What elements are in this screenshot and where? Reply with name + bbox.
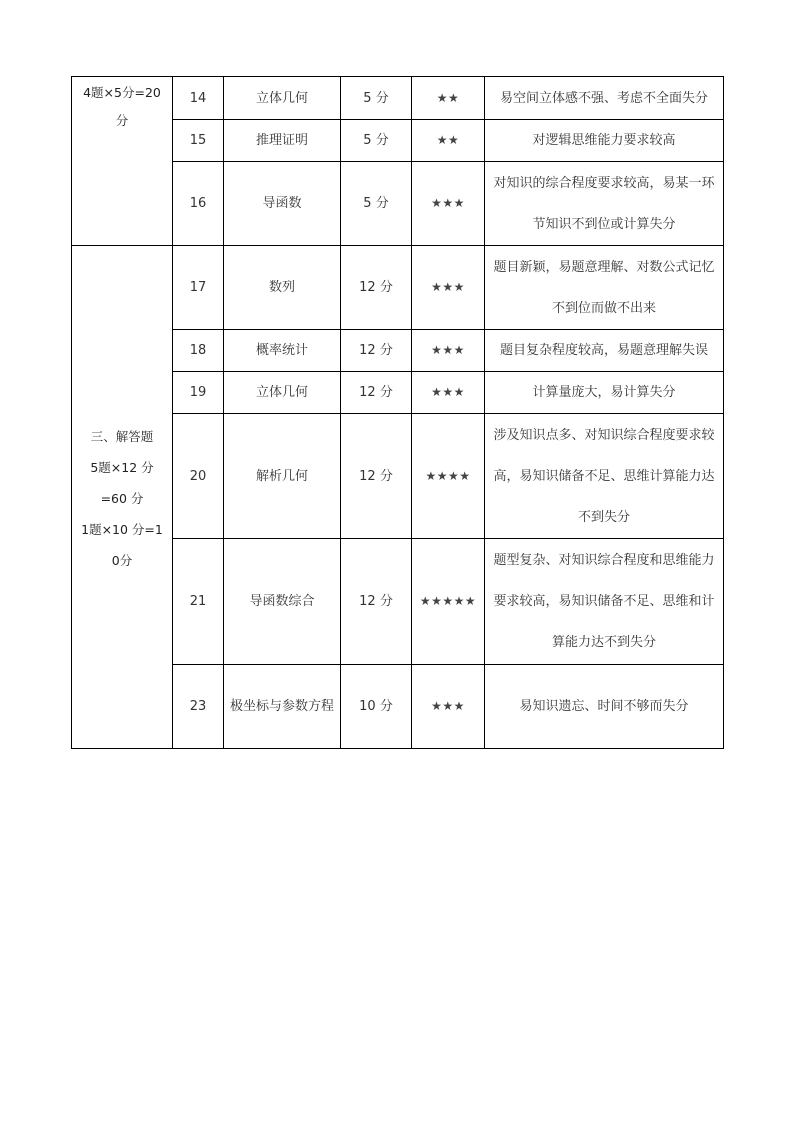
section-line: 分 bbox=[115, 113, 129, 128]
question-number: 15 bbox=[173, 120, 224, 162]
question-score: 5 分 bbox=[341, 120, 412, 162]
question-score: 5 分 bbox=[341, 77, 412, 120]
difficulty-stars: ★★★★ bbox=[412, 414, 485, 539]
question-number: 20 bbox=[173, 414, 224, 539]
difficulty-stars: ★★ bbox=[412, 120, 485, 162]
question-number: 16 bbox=[173, 162, 224, 246]
question-number: 19 bbox=[173, 372, 224, 414]
section-line: 5题×12 分 bbox=[90, 459, 154, 475]
difficulty-stars: ★★★ bbox=[412, 372, 485, 414]
difficulty-stars: ★★★ bbox=[412, 246, 485, 330]
section-line: 0分 bbox=[111, 552, 133, 568]
analysis-note: 题目新颖，易题意理解、对数公式记忆不到位而做不出来 bbox=[485, 246, 724, 330]
section-cell-solutions bbox=[72, 246, 173, 749]
exam-analysis-table bbox=[71, 76, 724, 749]
question-number: 21 bbox=[173, 539, 224, 665]
table-row bbox=[72, 77, 724, 120]
question-topic: 推理证明 bbox=[224, 120, 341, 162]
question-topic: 解析几何 bbox=[224, 414, 341, 539]
difficulty-stars: ★★★ bbox=[412, 665, 485, 749]
question-score: 12 分 bbox=[341, 539, 412, 665]
analysis-note: 对逻辑思维能力要求较高 bbox=[485, 120, 724, 162]
difficulty-stars: ★★★★★ bbox=[412, 539, 485, 665]
table-row bbox=[72, 246, 724, 330]
question-topic: 极坐标与参数方程 bbox=[224, 665, 341, 749]
analysis-note: 易空间立体感不强、考虑不全面失分 bbox=[485, 77, 724, 120]
difficulty-stars: ★★★ bbox=[412, 330, 485, 372]
difficulty-stars: ★★ bbox=[412, 77, 485, 120]
difficulty-stars: ★★★ bbox=[412, 162, 485, 246]
question-score: 5 分 bbox=[341, 162, 412, 246]
question-number: 23 bbox=[173, 665, 224, 749]
question-score: 10 分 bbox=[341, 665, 412, 749]
section-line: 三、解答题 bbox=[90, 428, 154, 444]
analysis-note: 易知识遗忘、时间不够而失分 bbox=[485, 665, 724, 749]
question-number: 17 bbox=[173, 246, 224, 330]
question-topic: 导函数 bbox=[224, 162, 341, 246]
question-score: 12 分 bbox=[341, 246, 412, 330]
section-line: 4题×5分=20 bbox=[83, 85, 161, 100]
section-line: =60 分 bbox=[100, 490, 144, 506]
question-number: 18 bbox=[173, 330, 224, 372]
question-score: 12 分 bbox=[341, 414, 412, 539]
question-number: 14 bbox=[173, 77, 224, 120]
question-score: 12 分 bbox=[341, 330, 412, 372]
section-line: 1题×10 分=1 bbox=[81, 521, 163, 537]
section-cell-fill-blank bbox=[72, 77, 173, 246]
question-score: 12 分 bbox=[341, 372, 412, 414]
question-topic: 数列 bbox=[224, 246, 341, 330]
analysis-note: 对知识的综合程度要求较高，易某一环节知识不到位或计算失分 bbox=[485, 162, 724, 246]
analysis-note: 题目复杂程度较高，易题意理解失误 bbox=[485, 330, 724, 372]
question-topic: 立体几何 bbox=[224, 77, 341, 120]
analysis-note: 计算量庞大，易计算失分 bbox=[485, 372, 724, 414]
question-topic: 立体几何 bbox=[224, 372, 341, 414]
question-topic: 概率统计 bbox=[224, 330, 341, 372]
analysis-note: 涉及知识点多、对知识综合程度要求较高，易知识储备不足、思维计算能力达不到失分 bbox=[485, 414, 724, 539]
question-topic: 导函数综合 bbox=[224, 539, 341, 665]
analysis-note: 题型复杂、对知识综合程度和思维能力要求较高，易知识储备不足、思维和计算能力达不到失分 bbox=[485, 539, 724, 665]
